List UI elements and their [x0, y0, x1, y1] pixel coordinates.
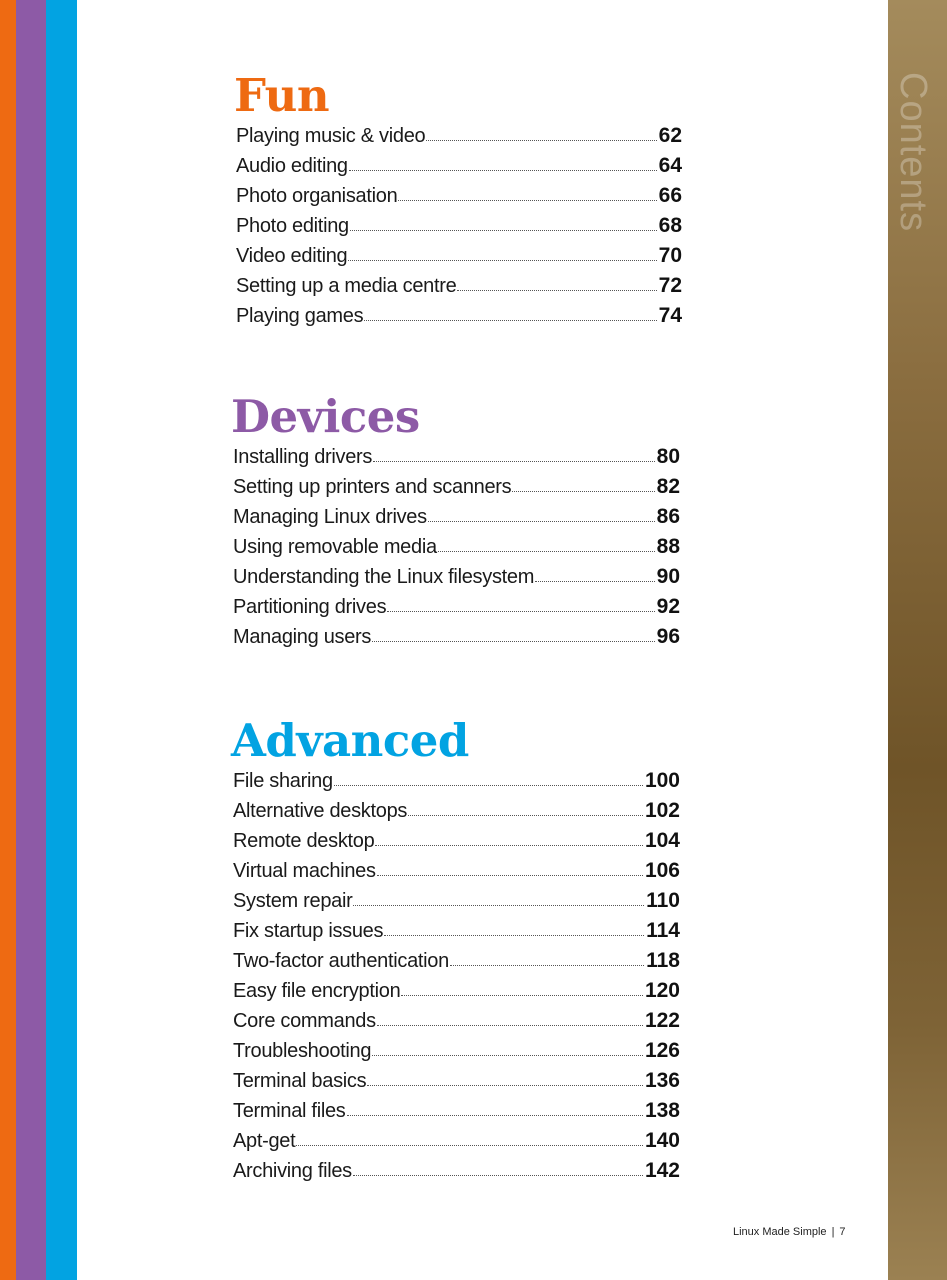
toc-item	[233, 472, 680, 502]
toc-item-title: Setting up a media centre	[236, 275, 457, 297]
toc-item-title: Understanding the Linux filesystem	[233, 566, 535, 588]
toc-item-title: System repair	[233, 890, 353, 912]
blue-stripe	[46, 0, 77, 1280]
toc-item	[233, 442, 680, 472]
toc-item	[236, 301, 682, 331]
toc-item-title: Terminal files	[233, 1100, 346, 1122]
toc-item	[233, 826, 680, 856]
toc-item-title: Fix startup issues	[233, 920, 384, 942]
toc-list	[233, 766, 680, 1186]
toc-item-page: 64	[658, 154, 682, 177]
toc-item-page: 104	[644, 829, 680, 852]
toc-item	[236, 271, 682, 301]
dot-leader	[349, 169, 657, 171]
toc-item-title: Partitioning drives	[233, 596, 387, 618]
dot-leader	[408, 814, 643, 816]
toc-item-page: 110	[646, 889, 680, 912]
toc-item	[233, 976, 680, 1006]
dot-leader	[353, 1174, 643, 1176]
toc-item	[233, 946, 680, 976]
dot-leader	[426, 139, 656, 141]
toc-item-title: Using removable media	[233, 536, 437, 558]
orange-stripe	[0, 0, 16, 1280]
toc-item-title: Terminal basics	[233, 1070, 367, 1092]
toc-item-title: Playing games	[236, 305, 364, 327]
toc-item-page: 118	[646, 949, 680, 972]
dot-leader	[353, 904, 644, 906]
dot-leader	[296, 1144, 643, 1146]
dot-leader	[348, 259, 656, 261]
toc-item-title: Setting up printers and scanners	[233, 476, 512, 498]
toc-item-title: Alternative desktops	[233, 800, 408, 822]
toc-list	[236, 121, 682, 331]
section-title: Advanced	[231, 714, 469, 767]
toc-item-title: Audio editing	[236, 155, 348, 177]
toc-item-page: 96	[656, 625, 680, 648]
toc-item	[233, 796, 680, 826]
toc-item-page: 92	[656, 595, 680, 618]
toc-item-page: 74	[658, 304, 682, 327]
dot-leader	[401, 994, 643, 996]
toc-item-title: Video editing	[236, 245, 348, 267]
dot-leader	[377, 1024, 643, 1026]
toc-item	[233, 1156, 680, 1186]
dot-leader	[398, 199, 656, 201]
toc-item-page: 126	[644, 1039, 680, 1062]
toc-item	[233, 592, 680, 622]
dot-leader	[375, 844, 643, 846]
toc-item-title: Remote desktop	[233, 830, 375, 852]
section-fun	[236, 71, 682, 331]
toc-item-page: 120	[644, 979, 680, 1002]
dot-leader	[450, 964, 644, 966]
dot-leader	[512, 490, 654, 492]
toc-list	[233, 442, 680, 652]
toc-item	[236, 121, 682, 151]
toc-item-page: 90	[656, 565, 680, 588]
footer-publication: Linux Made Simple	[733, 1226, 827, 1238]
toc-item-title: Apt-get	[233, 1130, 296, 1152]
toc-item-page: 142	[644, 1159, 680, 1182]
toc-item-page: 82	[656, 475, 680, 498]
toc-item	[233, 1006, 680, 1036]
toc-item-title: Core commands	[233, 1010, 376, 1032]
toc-item-page: 106	[644, 859, 680, 882]
footer-separator: |	[831, 1226, 835, 1238]
dot-leader	[372, 640, 655, 642]
toc-item	[233, 1096, 680, 1126]
dot-leader	[428, 520, 655, 522]
side-band	[888, 0, 947, 1280]
section-advanced	[233, 716, 680, 1186]
toc-item-title: Playing music & video	[236, 125, 426, 147]
toc-item-page: 70	[658, 244, 682, 267]
section-title: Fun	[234, 69, 330, 122]
dot-leader	[387, 610, 654, 612]
purple-stripe	[16, 0, 46, 1280]
toc-item-page: 62	[658, 124, 682, 147]
toc-item-page: 140	[644, 1129, 680, 1152]
toc-item-page: 80	[656, 445, 680, 468]
toc-item-title: Archiving files	[233, 1160, 352, 1182]
toc-item-page: 114	[646, 919, 680, 942]
dot-leader	[334, 784, 643, 786]
section-devices	[233, 392, 680, 652]
toc-item-title: Managing Linux drives	[233, 506, 427, 528]
toc-item	[236, 211, 682, 241]
section-title: Devices	[231, 390, 420, 443]
toc-item-title: Virtual machines	[233, 860, 376, 882]
toc-item	[233, 856, 680, 886]
dot-leader	[438, 550, 655, 552]
toc-item	[233, 916, 680, 946]
toc-item-page: 88	[656, 535, 680, 558]
toc-item	[236, 241, 682, 271]
toc-item-page: 136	[644, 1069, 680, 1092]
dot-leader	[350, 229, 657, 231]
dot-leader	[372, 1054, 643, 1056]
toc-item-page: 138	[644, 1099, 680, 1122]
toc-item	[236, 151, 682, 181]
dot-leader	[373, 460, 655, 462]
toc-item-page: 72	[658, 274, 682, 297]
dot-leader	[364, 319, 656, 321]
toc-item	[233, 562, 680, 592]
toc-item	[233, 1036, 680, 1066]
toc-item-title: File sharing	[233, 770, 333, 792]
toc-item	[233, 532, 680, 562]
dot-leader	[457, 289, 656, 291]
toc-item	[233, 1126, 680, 1156]
toc-item-page: 122	[644, 1009, 680, 1032]
toc-item-title: Managing users	[233, 626, 372, 648]
toc-item-title: Photo editing	[236, 215, 349, 237]
dot-leader	[347, 1114, 643, 1116]
toc-item	[233, 886, 680, 916]
toc-item	[236, 181, 682, 211]
dot-leader	[535, 580, 655, 582]
toc-item-title: Easy file encryption	[233, 980, 401, 1002]
dot-leader	[377, 874, 643, 876]
toc-item-title: Troubleshooting	[233, 1040, 372, 1062]
toc-item-page: 68	[658, 214, 682, 237]
toc-item	[233, 622, 680, 652]
toc-item-page: 86	[656, 505, 680, 528]
toc-item-page: 102	[644, 799, 680, 822]
toc-item-title: Two-factor authentication	[233, 950, 449, 972]
page-number: 7	[839, 1226, 846, 1238]
toc-item	[233, 1066, 680, 1096]
toc-item	[233, 502, 680, 532]
toc-item-page: 100	[644, 769, 680, 792]
page-footer	[733, 1226, 846, 1238]
toc-item-page: 66	[658, 184, 682, 207]
toc-item-title: Installing drivers	[233, 446, 373, 468]
side-label: Contents	[892, 72, 934, 233]
toc-item-title: Photo organisation	[236, 185, 398, 207]
dot-leader	[384, 934, 644, 936]
dot-leader	[367, 1084, 643, 1086]
toc-item	[233, 766, 680, 796]
